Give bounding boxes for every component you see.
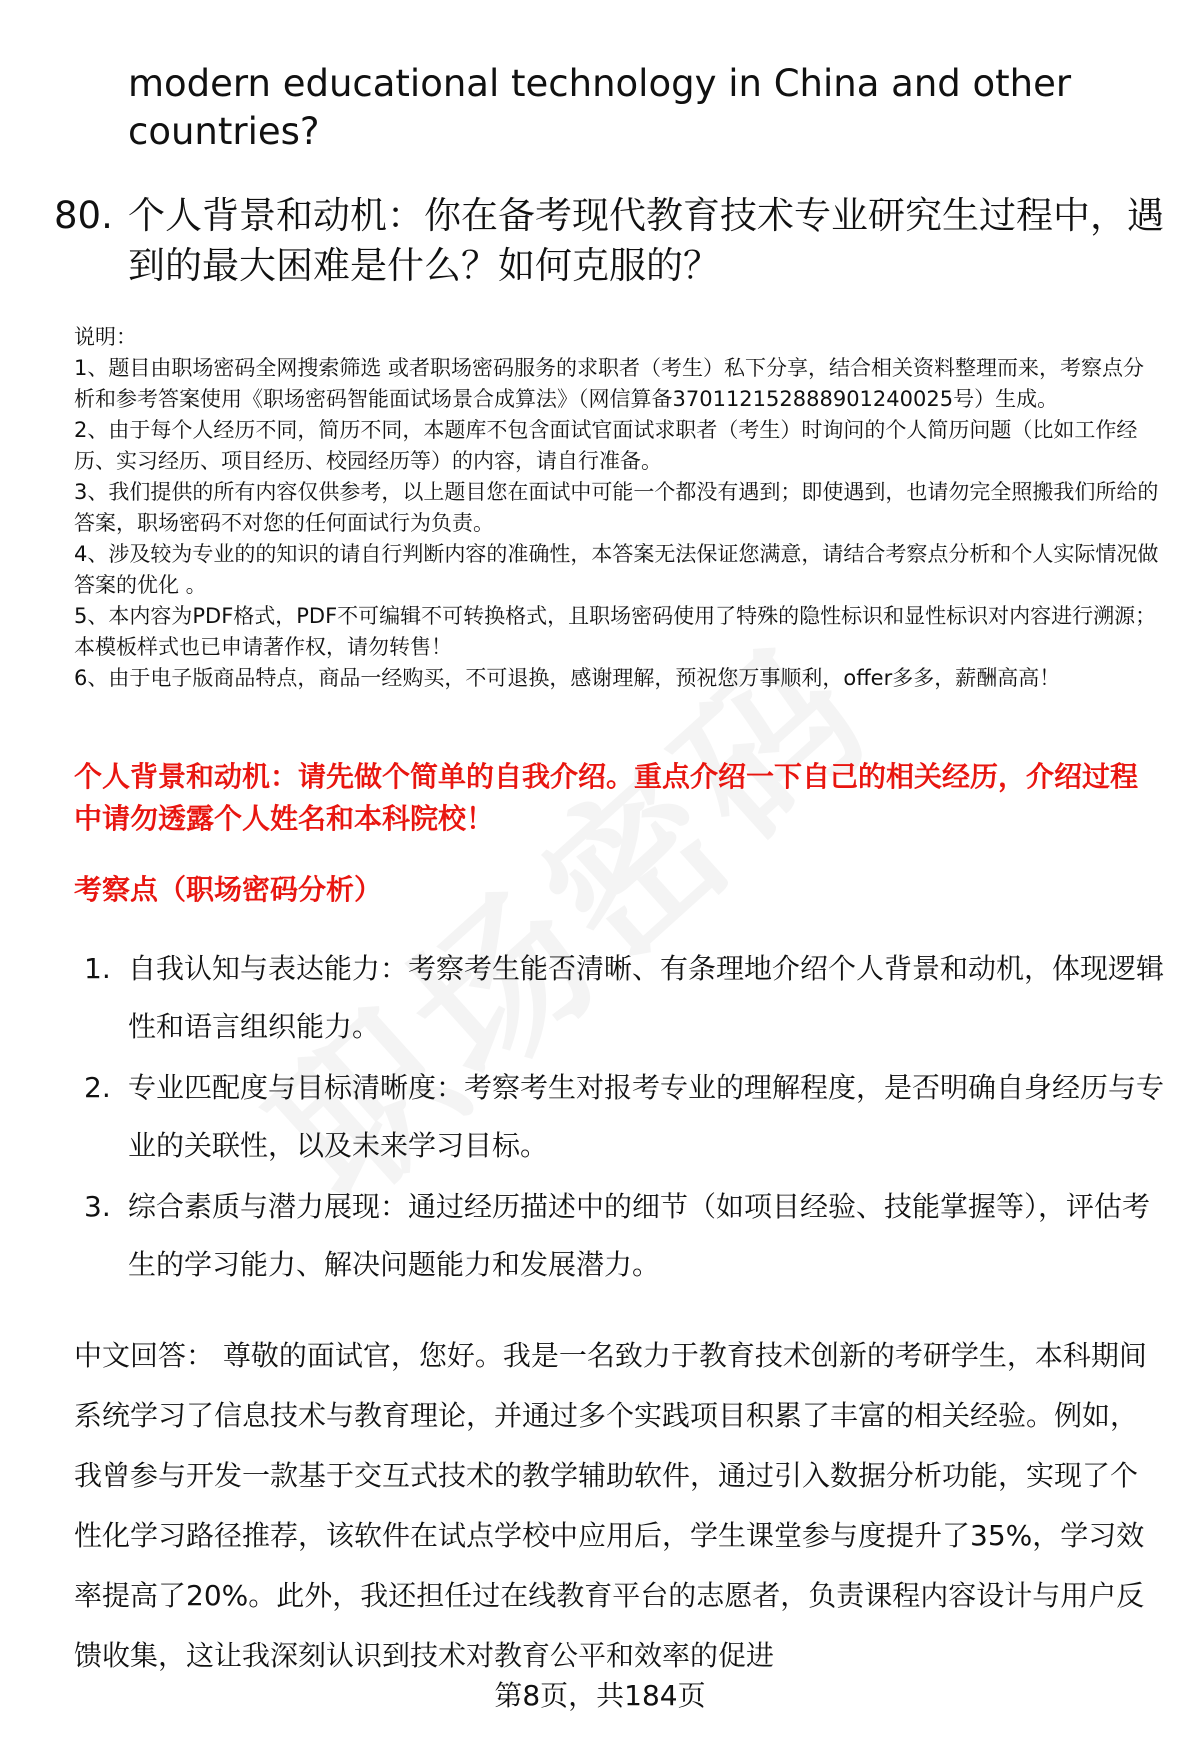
point-number: 2. xyxy=(84,1071,111,1104)
note-item: 5、本内容为PDF格式，PDF不可编辑不可转换格式，且职场密码使用了特殊的隐性标识和显性标识对内容进行溯源；本模板样式也已申请著作权，请勿转售！ xyxy=(74,604,1157,659)
interview-question: 个人背景和动机：请先做个简单的自我介绍。重点介绍一下自己的相关经历，介绍过程中请勿透露个人姓名和本科院校！ xyxy=(74,760,1139,835)
question-79-line-1: modern educational technology in China and other xyxy=(128,62,1072,105)
note-item: 6、由于电子版商品特点，商品一经购买，不可退换，感谢理解，预祝您万事顺利，offer多多，薪酬高高！ xyxy=(74,666,1061,690)
question-80-line-2: 到的最大困难是什么？如何克服的？ xyxy=(128,244,720,287)
page-footer: 第8页，共184页 xyxy=(494,1679,706,1712)
point-text: 专业匹配度与目标清晰度：考察考生对报考专业的理解程度，是否明确自身经历与专业的关联性，以及未来学习目标。 xyxy=(128,1071,1165,1162)
analysis-heading: 考察点（职场密码分析） xyxy=(74,873,383,906)
question-80-number: 80. xyxy=(54,194,113,237)
notes-heading: 说明： xyxy=(74,325,137,349)
note-item: 1、题目由职场密码全网搜索筛选 或者职场密码服务的求职者（考生）私下分享，结合相关资料整理而来，考察点分析和参考答案使用《职场密码智能面试场景合成算法》（网信算备370112152888901240025号）生成。 xyxy=(74,356,1145,411)
analysis-point xyxy=(74,1178,1164,1294)
analysis-point xyxy=(74,1059,1164,1175)
point-text: 自我认知与表达能力：考察考生能否清晰、有条理地介绍个人背景和动机，体现逻辑性和语言组织能力。 xyxy=(128,952,1165,1043)
point-text: 综合素质与潜力展现：通过经历描述中的细节（如项目经验、技能掌握等），评估考生的学习能力、解决问题能力和发展潜力。 xyxy=(128,1190,1151,1281)
disclaimer-notes xyxy=(74,322,1164,694)
note-item: 4、涉及较为专业的的知识的请自行判断内容的准确性，本答案无法保证您满意，请结合考察点分析和个人实际情况做答案的优化 。 xyxy=(74,542,1159,597)
question-79-line-2: countries? xyxy=(128,110,320,153)
note-item: 2、由于每个人经历不同，简历不同，本题库不包含面试官面试求职者（考生）时询问的个人简历问题（比如工作经历、实习经历、项目经历、校园经历等）的内容，请自行准备。 xyxy=(74,418,1138,473)
point-number: 3. xyxy=(84,1190,111,1223)
answer-text: 中文回答： 尊敬的面试官，您好。我是一名致力于教育技术创新的考研学生，本科期间系统学习了信息技术与教育理论，并通过多个实践项目积累了丰富的相关经验。例如，我曾参与开发一款基于交互式技术的教学辅助软件，通过引入数据分析功能，实现了个性化学习路径推荐，该软件在试点学校中应用后，学生课堂参与度提升了35%，学习效率提高了20%。此外，我还担任过在线教育平台的志愿者，负责课程内容设计与用户反馈收集，这让我深刻认识到技术对教育公平和效率的促进 xyxy=(74,1339,1147,1672)
analysis-point xyxy=(74,940,1164,1056)
question-80-line-1: 个人背景和动机：你在备考现代教育技术专业研究生过程中，遇 xyxy=(128,194,1164,237)
note-item: 3、我们提供的所有内容仅供参考，以上题目您在面试中可能一个都没有遇到；即使遇到，也请勿完全照搬我们所给的答案，职场密码不对您的任何面试行为负责。 xyxy=(74,480,1159,535)
analysis-points xyxy=(74,940,1164,1297)
point-number: 1. xyxy=(84,952,111,985)
